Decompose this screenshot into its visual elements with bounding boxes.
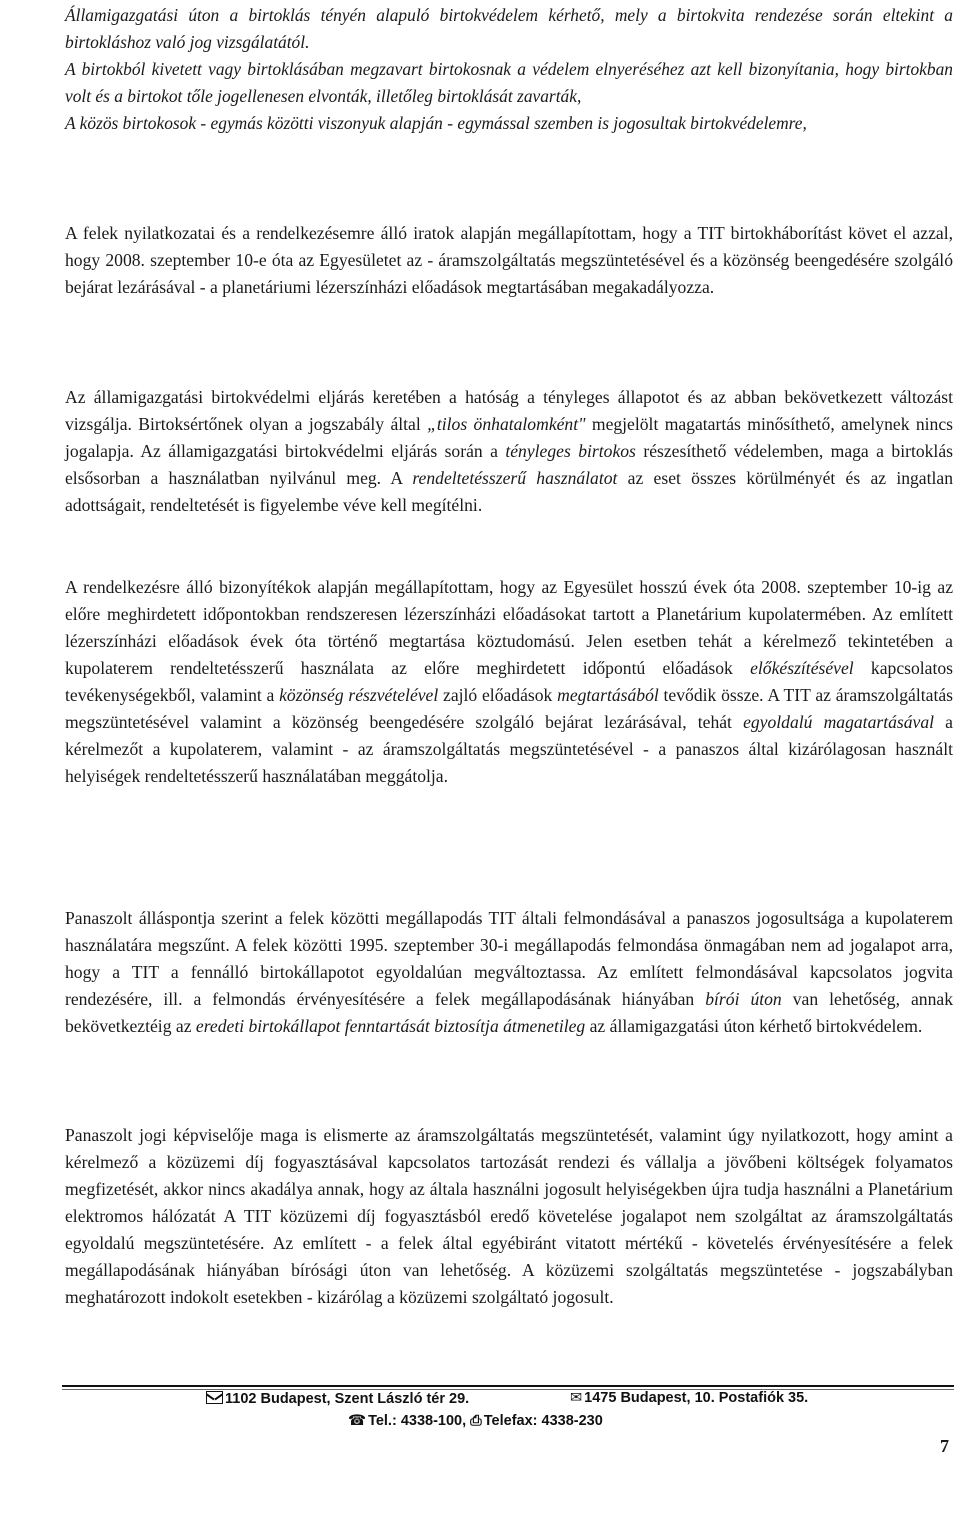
- p3-text-1: A rendelkezésre álló bizonyítékok alapján megállapítottam, hogy az Egyesület hosszú évek óta 2008. szeptember 10-ig az előre meghirdetett időpontokban rendszeresen lézerszínházi előadásokat tartott a Planetárium kupolatermében. Az említett lézerszínházi előadások évek óta történő megtartása köztudomású. Jelen esetben tehát a kérelmező tekintetében a kupolaterem rendeltetésszerű használata az előre meghirdetett időpontú előadások: [65, 577, 953, 678]
- p3-text-4: tevődik össze. A TIT az áramszolgáltatás megszüntetésével valamint a közönség beengedésére szolgáló bejárat lezárásával, tehát: [65, 685, 953, 732]
- footer-divider-thin: [62, 1389, 954, 1390]
- p4-text-3: az államigazgatási úton kérhető birtokvédelem.: [585, 1016, 923, 1036]
- intro-paragraph-3: A közös birtokosok - egymás közötti viszonyuk alapján - egymással szemben is jogosultak birtokvédelemre,: [65, 113, 807, 133]
- p3-text-3: zajló előadások: [438, 685, 558, 705]
- p3-text-2: kapcsolatos tevékenységekből, valamint a: [65, 658, 954, 705]
- intro-section: [65, 2, 953, 137]
- p2-text-3: részesíthető védelemben, maga a birtoklás elsősorban a használatban nyilvánul meg. A: [65, 441, 953, 488]
- footer-divider: [62, 1385, 954, 1387]
- p4-text-2: van lehetőség, annak bekövetkeztéig az: [65, 989, 953, 1036]
- p2-text-1: Az államigazgatási birtokvédelmi eljárás keretében a hatóság a tényleges állapotot és az abban bekövetkezett változást vizsgálja. Birtoksértőnek olyan a jogszabály által: [65, 387, 953, 434]
- p3-text-5: a kérelmezőt a kupolaterem, valamint - az áramszolgáltatás megszüntetésével - a panaszos által kizárólagosan használt helyiségek rendeltetésszerű használatában meggátolja.: [65, 712, 953, 786]
- paragraph-4: [65, 905, 953, 1040]
- footer-contact: [348, 1413, 603, 1429]
- footer-postal-text: 1475 Budapest, 10. Postafiók 35.: [584, 1390, 809, 1406]
- paragraph-2: [65, 384, 953, 519]
- intro-paragraph-1: Államigazgatási úton a birtoklás tényén alapuló birtokvédelem kérhető, mely a birtokvita rendezése során eltekint a birtokláshoz való jog vizsgálatától.: [65, 5, 953, 52]
- footer-address: [206, 1390, 469, 1407]
- mail-icon: [206, 1391, 223, 1404]
- p2-text-4: az eset összes körülményét és az ingatlan adottságait, rendeltetését is figyelembe véve kell megítélni.: [65, 468, 953, 515]
- intro-paragraph-2: A birtokból kivetett vagy birtoklásában megzavart birtokosnak a védelem elnyeréséhez azt kell bizonyítania, hogy birtokban volt és a birtokot tőle jogellenesen elvonták, illetőleg birtoklását zavarták,: [65, 59, 953, 106]
- p2-italic-1: „tilos önhatalomként": [427, 414, 586, 434]
- telephone-icon: ☎: [348, 1413, 367, 1429]
- p3-italic-4: egyoldalú magatartásával: [743, 712, 935, 732]
- p2-italic-2: tényleges birtokos: [505, 441, 636, 461]
- p3-italic-2: közönség részvételével: [279, 685, 439, 705]
- paragraph-3: [65, 574, 953, 790]
- footer-postal: [570, 1390, 808, 1406]
- page-number: 7: [940, 1436, 949, 1456]
- paragraph-1: A felek nyilatkozatai és a rendelkezésemre álló iratok alapján megállapítottam, hogy a TIT birtokháborítást követ el azzal, hogy 2008. szeptember 10-e óta az Egyesületet az - áramszolgáltatás megszüntetésével és a közönség beengedésére szolgáló bejárat lezárásával - a planetáriumi lézerszínházi előadások megtartásában megakadályozza.: [65, 223, 953, 297]
- postal-box-icon: ✉: [570, 1390, 583, 1406]
- p3-italic-3: megtartásából: [557, 685, 659, 705]
- footer-address-text: 1102 Budapest, Szent László tér 29.: [225, 1391, 470, 1407]
- p2-italic-3: rendeltetésszerű használatot: [412, 468, 618, 488]
- p4-italic-1: bírói úton: [705, 989, 782, 1009]
- p4-text-1: Panaszolt álláspontja szerint a felek közötti megállapodás TIT általi felmondásával a panaszos jogosultsága a kupolaterem használatára megszűnt. A felek közötti 1995. szeptember 30-i megállapodás felmondása önmagában nem ad jogalapot arra, hogy a TIT a fennálló birtokállapotot egyoldalúan megváltoztassa. Az említett felmondásával kapcsolatos jogvita rendezésére, ill. a felmondás érvényesítésére a felek megállapodásának hiányában: [65, 908, 953, 1009]
- p2-text-2: megjelölt magatartás minősíthető, amelynek nincs jogalapja. Az államigazgatási birtokvédelmi eljárás során a: [65, 414, 953, 461]
- p4-italic-2: eredeti birtokállapot fenntartását biztosítja átmenetileg: [195, 1016, 586, 1036]
- paragraph-5: Panaszolt jogi képviselője maga is elismerte az áramszolgáltatás megszüntetését, valamint úgy nyilatkozott, hogy amint a kérelmező a közüzemi díj fogyasztásával kapcsolatos tartozását rendezi és vállalja a jövőbeni költségek folyamatos megfizetését, akkor nincs akadálya annak, hogy az általa használni jogosult helyiségekben újra tudja használni a Planetárium elektromos hálózatát A TIT közüzemi díj fogyasztásból eredő követelése jogalapot nem szolgáltat az áramszolgáltatás egyoldalú megszüntetésére. Az említett - a felek által egyébiránt vitatott mértékű - követelés érvényesítésére a felek megállapodásának hiányában bírósági úton van lehetőség. A közüzemi szolgáltatás megszüntetése - jogszabályban meghatározott indokolt esetekben - kizárólag a közüzemi szolgáltató jogosult.: [65, 1125, 953, 1307]
- p3-italic-1: előkészítésével: [750, 658, 854, 678]
- footer-tel-text: Tel.: 4338-100,: [368, 1413, 467, 1429]
- fax-icon: ⎙: [470, 1413, 482, 1429]
- footer-fax-text: Telefax: 4338-230: [483, 1413, 603, 1429]
